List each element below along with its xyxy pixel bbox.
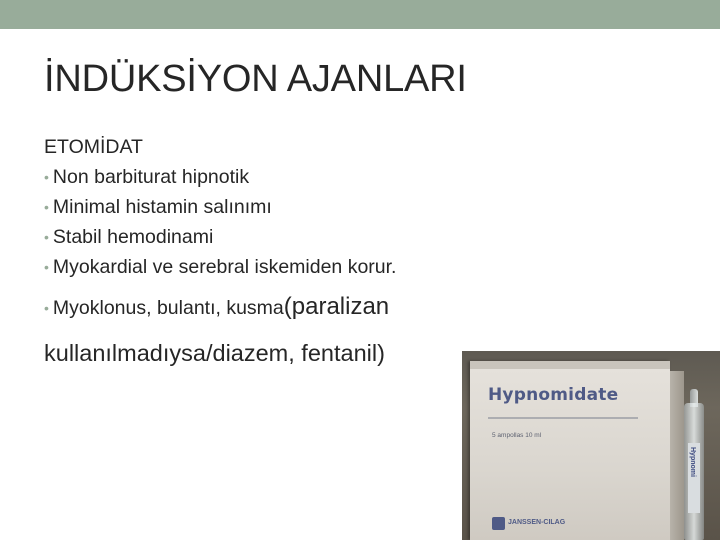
bullet-marker: • bbox=[44, 259, 49, 275]
bullet-item bbox=[44, 292, 484, 322]
subheading: ETOMİDAT bbox=[44, 136, 143, 158]
box-side bbox=[670, 371, 684, 540]
fine-print bbox=[488, 417, 638, 419]
bullet-continuation: kullanılmadıysa/diazem, fentanil) bbox=[44, 340, 385, 366]
bullet-text: Myoklonus, bulantı, kusma bbox=[52, 297, 284, 319]
bullet-text: Myokardial ve serebral iskemiden korur. bbox=[52, 256, 397, 278]
bullet-item bbox=[44, 252, 484, 282]
product-photo bbox=[462, 351, 720, 540]
bullet-marker: • bbox=[44, 229, 49, 245]
brand-name: Hypnomidate bbox=[488, 385, 619, 405]
bullet-item bbox=[44, 192, 484, 222]
bullet-item bbox=[44, 222, 484, 252]
slide-body bbox=[44, 132, 484, 322]
company-name: JANSSEN-CILAG bbox=[508, 519, 566, 526]
company-logo-icon bbox=[492, 517, 505, 530]
vial-label-text: Hypnomi bbox=[689, 447, 696, 477]
bullet-text: Non barbiturat hipnotik bbox=[52, 166, 250, 188]
bullet-marker: • bbox=[44, 169, 49, 185]
bullet-marker: • bbox=[44, 300, 49, 316]
bullet-marker: • bbox=[44, 199, 49, 215]
top-accent-band bbox=[0, 0, 720, 29]
bullet-item bbox=[44, 162, 484, 192]
ampoule-info: 5 ampollas 10 ml bbox=[492, 432, 542, 439]
slide-title: İNDÜKSİYON AJANLARI bbox=[44, 58, 467, 100]
bullet-text: Stabil hemodinami bbox=[52, 226, 214, 248]
box-top-edge bbox=[470, 361, 670, 369]
medicine-box bbox=[470, 361, 670, 540]
bullet-text: Minimal histamin salınımı bbox=[52, 196, 272, 218]
bullet-text-large: (paralizan bbox=[283, 293, 390, 320]
